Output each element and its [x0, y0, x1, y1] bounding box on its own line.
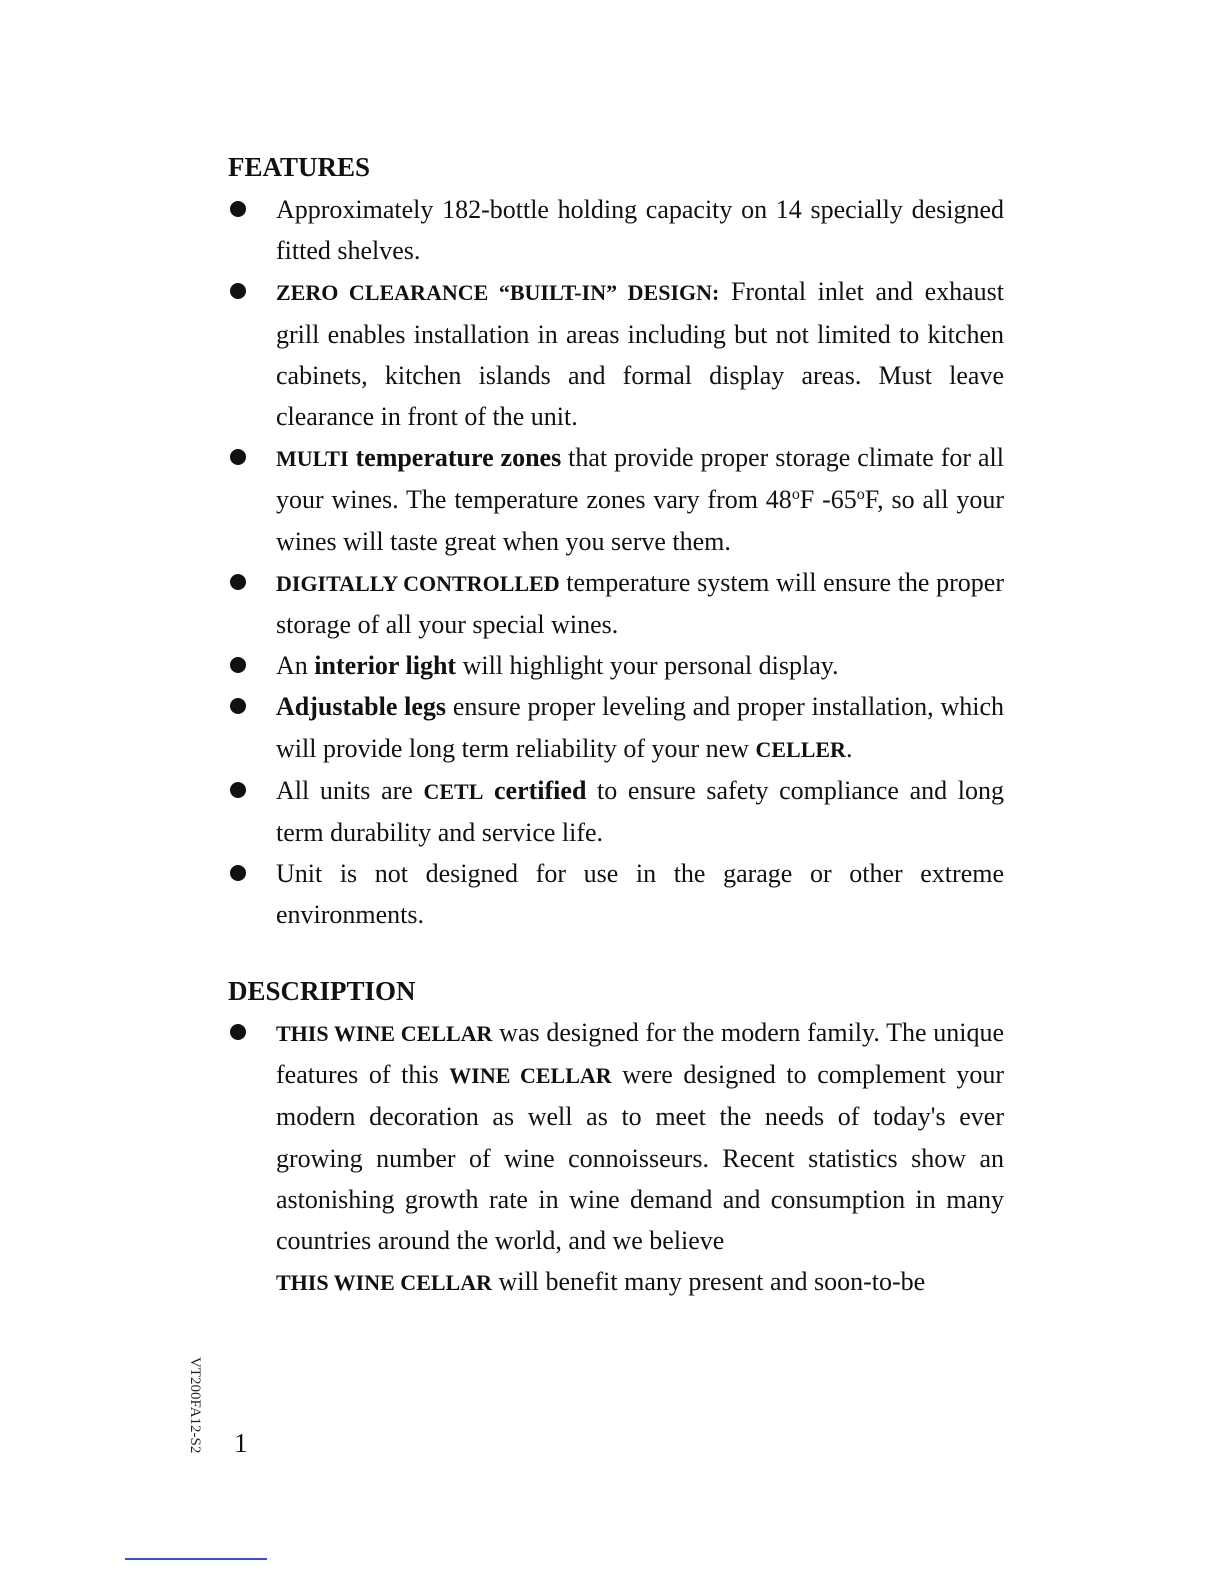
- list-item: [228, 562, 1004, 645]
- feature-multi-text-b: F -65: [799, 485, 857, 515]
- description-text-1: was designed for the modern family. The unique features of this: [276, 1018, 1004, 1090]
- feature-light-pre: An: [276, 651, 315, 681]
- degree-mark: o: [856, 486, 865, 504]
- list-item: [228, 271, 1004, 437]
- bullet-icon: [230, 782, 246, 798]
- bullet-icon: [230, 698, 246, 714]
- bullet-icon: [230, 865, 246, 881]
- list-item: [228, 189, 1004, 271]
- feature-digital-text: temperature system will ensure the proper storage of all your special wines.: [276, 567, 1005, 640]
- feature-legs-bold: Adjustable legs: [276, 692, 447, 722]
- features-heading: FEATURES: [228, 152, 371, 182]
- feature-digital-lead: DIGITALLY CONTROLLED: [276, 570, 560, 596]
- description-list: [228, 1012, 1004, 1303]
- description-lead-3: THIS WINE CELLAR: [276, 1270, 492, 1296]
- feature-multi-text-a: that provide proper storage climate for all your wines. The temperature zones vary from 48: [276, 443, 1004, 515]
- feature-cetl-bold: certified: [483, 775, 587, 805]
- feature-multi-text-c: F, so all your wines will taste great when you serve them.: [276, 485, 1004, 556]
- description-lead-1: THIS WINE CELLAR: [276, 1021, 493, 1046]
- bullet-icon: [230, 1024, 246, 1040]
- feature-legs-celler: CELLER: [755, 736, 846, 762]
- list-item: [228, 1012, 1004, 1303]
- feature-multi-lead: MULTI: [276, 446, 349, 472]
- description-text-3: will benefit many present and soon-to-be: [492, 1267, 926, 1297]
- bullet-icon: [230, 574, 246, 590]
- feature-capacity-text: Approximately 182-bottle holding capacity on 14 specially designed fitted shelves.: [276, 195, 1004, 266]
- feature-zero-clearance-lead: ZERO CLEARANCE “BUILT-IN” DESIGN:: [276, 280, 720, 306]
- list-item: [228, 645, 1004, 686]
- feature-cetl-lead: CETL: [423, 778, 484, 804]
- feature-light-text: will highlight your personal display.: [456, 651, 839, 681]
- bullet-icon: [230, 201, 246, 217]
- list-item: [228, 770, 1004, 853]
- description-text-2: were designed to complement your modern decoration as well as to meet the needs of today's ever growing number of wine connoisseurs. Recent statistics show an astonishing growth rate in wine demand and consumption in many countries around the world, and we believe: [276, 1060, 1004, 1256]
- list-item: [228, 853, 1004, 935]
- document-code: VT200FA12-S2: [187, 1357, 203, 1454]
- list-item: [228, 686, 1004, 769]
- feature-multi-bold: temperature zones: [348, 443, 562, 473]
- feature-legs-text: ensure proper leveling and proper installation, which will provide long term reliability of your new: [276, 692, 1004, 763]
- feature-light-bold: interior light: [314, 651, 457, 681]
- feature-legs-trail: .: [845, 733, 853, 763]
- description-lead-2: WINE CELLAR: [449, 1063, 612, 1089]
- features-list: [228, 189, 1004, 936]
- page-number: 1: [234, 1428, 248, 1458]
- footer-rule: [125, 1558, 267, 1560]
- description-heading: DESCRIPTION: [228, 976, 416, 1006]
- bullet-icon: [230, 283, 246, 299]
- degree-mark: o: [791, 486, 800, 504]
- list-item: [228, 437, 1004, 562]
- bullet-icon: [230, 449, 246, 465]
- feature-cetl-pre: All units are: [276, 775, 424, 805]
- feature-garage-text: Unit is not designed for use in the garage or other extreme environments.: [276, 859, 1004, 930]
- feature-cetl-text: to ensure safety compliance and long term durability and service life.: [276, 775, 1004, 848]
- feature-zero-clearance-text: Frontal inlet and exhaust grill enables installation in areas including but not limited to kitchen cabinets, kitchen islands and formal display areas. Must leave clearance in front of the unit.: [276, 277, 1004, 432]
- bullet-icon: [230, 657, 246, 673]
